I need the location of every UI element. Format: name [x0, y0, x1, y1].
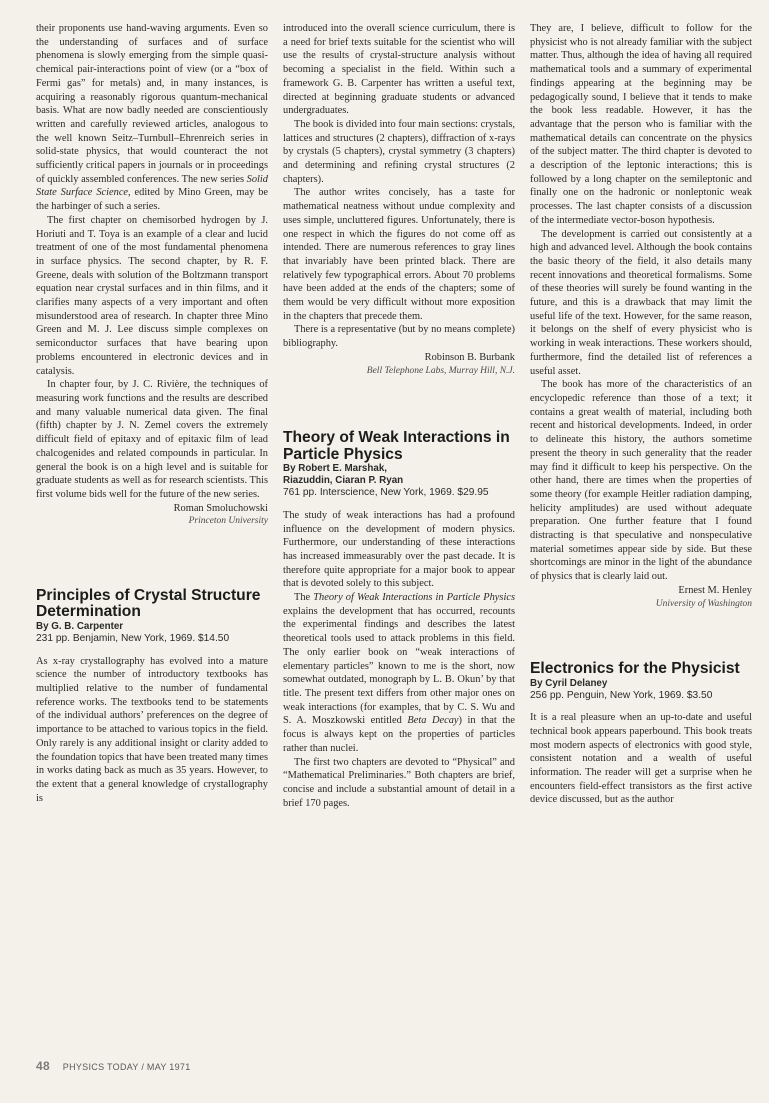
paragraph: The Theory of Weak Interactions in Particle Physics explains the development that has occurred, recounts the experimental findings and describes the latest theoretical tools used to attack problems in this field. The only earlier book on “weak interactions of elementary particles” known to me is the short, now somewhat outdated, monograph by L. B. Okun’ by that title. The present text differs from other major ones on weak interactions (for examples, that by C. S. Wu and S. A. Moszkowski entitled Beta Decay) in that the focus is always kept on the properties of particles rather than nuclei. — [283, 592, 515, 754]
review-title: Electronics for the Physicist — [530, 660, 740, 678]
review-title: Principles of Crystal Structure Determination — [36, 586, 261, 621]
paragraph: It is a real pleasure when an up-to-date and useful technical book appears paperbound. This book treats most modern aspects of electronics with good style, consistent notation and a wealth of useful information. The reader will get a surprise when he encounters field-effect transistors as the first active device discussed, but as the author — [530, 712, 752, 806]
book-title: Theory of Weak Interactions in Particle Physics — [313, 592, 515, 604]
review-bibliographic-info: 761 pp. Interscience, New York, 1969. $29.95 — [283, 487, 489, 499]
reviewer-affiliation: University of Washington — [655, 598, 752, 609]
paragraph: The book is divided into four main sections: crystals, lattices and structures (2 chapters), diffraction of x-rays by crystals (5 chapters), crystal symmetry (3 chapters) and determining and refining crystal structures (2 chapters). — [283, 118, 515, 185]
paragraph: They are, I believe, difficult to follow for the physicist who is not already familiar with the subject matter. Thus, although the idea of having all required mathematical tools and a summary of experimental findings appearing at the beginning may be pedagogically sound, I believe that it tends to make the book less readable. However, it has the advantage that the person who is familiar with the mathematical details can concentrate on the physics of the subject matter. The third chapter is devoted to a description of the leptonic interactions; this is followed by a long chapter on the semileptonic and finally one on the hadronic or nonleptonic weak processes. The last chapter consists of a discussion of the intermediate vector-boson hypothesis. — [530, 23, 752, 226]
review-author: Riazuddin, Ciaran P. Ryan — [283, 475, 404, 487]
column-2 — [283, 22, 515, 810]
paragraph: The first chapter on chemisorbed hydrogen by J. Horiuti and T. Toya is an example of a clear and lucid treatment of one of the most fundamental phenomena in surface physics. The second chapter, by R. F. Greene, deals with solution of the Boltzmann transport equation near crystal surfaces and in thin films, and it clarifies many aspects of a very important and often misunderstood area of research. In chapter three Mino Green and M. J. Lee discuss simple complexes on semiconductor surfaces that have bearing upon problems encountered in electronic devices and in catalysis. — [36, 214, 268, 377]
column-1 — [36, 22, 268, 805]
reviewer-affiliation: Bell Telephone Labs, Murray Hill, N.J. — [366, 365, 515, 376]
paragraph: As x-ray crystallography has evolved into a mature science the number of introductory textbooks has multiplied relative to the number of fundamental reference works. The textbooks tend to be statements of the individual authors’ preferences on the degree of importance to be attached to various topics in the field. Only rarely is any additional insight or clarity added to the foundation topics that have been treated many times in works dating back as much as 35 years. However, to the extent that a general knowledge of crystallography is — [36, 655, 268, 804]
paragraph: The book has more of the characteristics of an encyclopedic reference than those of a text; it contains a great wealth of material, including both recent and historical developments. Indeed, in order to delineate this history, the authors sometime present the theory in such generality that the reader may find it difficult to keep his perspective. On the other hand, there are times when the properties of some theory (for example Heitler radiation damping, helicity amplitudes) are used without adequate preparation. One further feature that I found distracting is that speculative and nonspeculative material sometimes appear side by side. But these shortcomings are minor in the light of the abundance of physics that is clearly laid out. — [530, 379, 752, 583]
review-author: By Robert E. Marshak, — [283, 463, 387, 475]
page-number: 48 — [36, 1059, 50, 1073]
review-bibliographic-info: 231 pp. Benjamin, New York, 1969. $14.50 — [36, 633, 230, 644]
paragraph: The author writes concisely, has a taste for mathematical neatness without undue complexity and uses simple, uncluttered figures. Unfortunately, there is one respect in which the figures do not come off as intended. There are numerous references to gray lines that invariably have been printed black. There are relatively few typographical errors. About 70 problems have been added at the ends of the chapters; some of them would be very difficult without more exposition in the chapters that precede them. — [283, 187, 515, 322]
review-author: By G. B. Carpenter — [36, 621, 124, 632]
review-bibliographic-info: 256 pp. Penguin, New York, 1969. $3.50 — [530, 689, 713, 701]
reviewer-affiliation: Princeton University — [188, 516, 268, 527]
paragraph: The development is carried out consistently at a high and advanced level. Although the book contains the basic theory of the field, it also details many recent innovations and theoretical formalisms. Some of these theories will surely be found wanting in the future, and this is a drawback that may limit the useful life of the text. However, for the same reason, it belongs on the shelf of every physicist who is working in weak interactions. These workers should, furthermore, find the detailed list of references a useful asset. — [530, 228, 752, 377]
review-author: By Cyril Delaney — [530, 677, 608, 689]
paragraph: their proponents use hand-waving arguments. Even so the understanding of surfaces and of surface phenomena is slowly emerging from the simple quasi-chemical pair-interactions point of view (or a “box of Fermi gas” for metals) and, in many instances, is acquiring a reasonably rigorous quantum-mechanical basis. What are now badly needed are conscientiously written and carefully reviewed articles, analogous to the well known Seitz–Turnbull–Ehrenreich series in solid-state physics, that would counteract the not sufficiently critical papers in journals or in proceedings of quickly assembled conferences. The new series Solid State Surface Science, edited by Mino Green, may be the harbinger of such a series. — [36, 23, 269, 213]
paragraph: There is a representative (but by no means complete) bibliography. — [283, 324, 515, 350]
paragraph: introduced into the overall science curriculum, there is a need for brief texts suitable for the scientist who will use the results of crystal-structure analysis without becoming a specialist in the field. Within such a framework G. B. Carpenter has written a useful text, directed at beginning graduate students or advanced undergraduates. — [283, 23, 515, 117]
paragraph: In chapter four, by J. C. Rivière, the techniques of measuring work functions and the results are described and many valuable numerical data given. The final (fifth) chapter by J. N. Zemel covers the extremely difficult field of epitaxy and of epitaxic film of lead chalcogenides and related compounds in particular. In general the book is on a high level and is suitable for graduate students as well as for research scientists. This first volume bids well for the future of the new series. — [36, 379, 268, 500]
series-title: Solid State Surface Science — [36, 173, 268, 199]
paragraph: The first two chapters are devoted to “Physical” and “Mathematical Preliminaries.” Both chapters are brief, concise and include a substantial amount of detail in a brief 170 pages. — [283, 756, 515, 809]
book-title: Beta Decay — [407, 715, 459, 727]
journal-issue: PHYSICS TODAY / MAY 1971 — [62, 1062, 191, 1072]
review-title: Theory of Weak Interactions in Particle Physics — [283, 429, 510, 463]
page-footer — [36, 1059, 191, 1073]
reviewer-name: Ernest M. Henley — [678, 584, 752, 596]
paragraph: The study of weak interactions has had a profound influence on the development of modern physics. Furthermore, our understanding of these interactions has increased immeasurably over the past decade. It is therefore quite appropriate for a major book to appear that is devoted solely to this subject. — [283, 509, 515, 590]
column-3 — [530, 22, 752, 807]
reviewer-name: Robinson B. Burbank — [424, 351, 515, 363]
reviewer-name: Roman Smoluchowski — [173, 502, 268, 514]
